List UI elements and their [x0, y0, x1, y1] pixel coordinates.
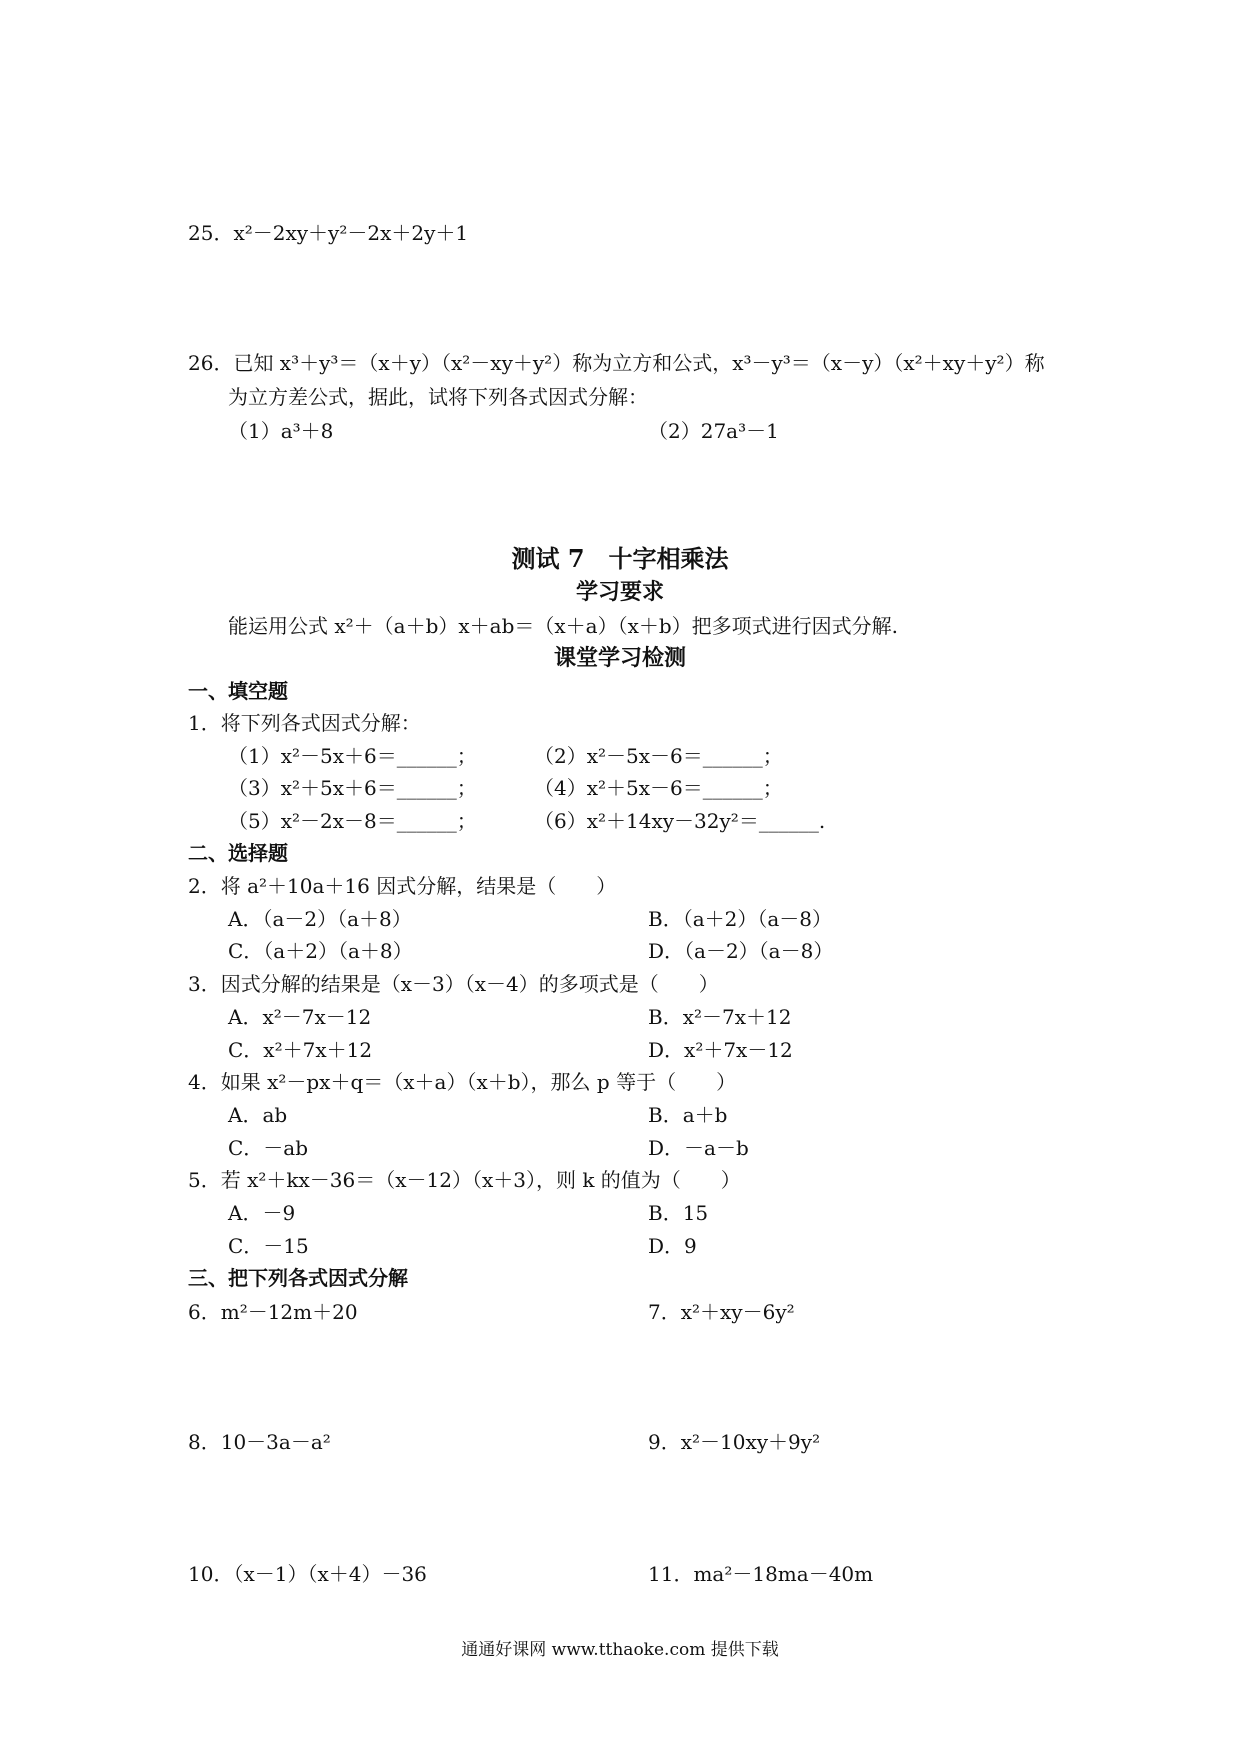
problem-26-line1: 26．已知 x³＋y³＝（x＋y）（x²－xy＋y²）称为立方和公式，x³－y³＝（x－y）（x²＋xy＋y²）称: [188, 351, 1045, 375]
problem-2-option-c: C．（a＋2）（a＋8）: [228, 939, 413, 963]
problem-1-item: （1）x²－5x＋6＝______；: [228, 744, 477, 768]
problem-3-option-d: D．x²＋7x－12: [648, 1038, 793, 1062]
problem-1-item: （3）x²＋5x＋6＝______；: [228, 776, 477, 800]
problem-1-item: （2）x²－5x－6＝______；: [534, 744, 783, 768]
section-choice-heading: 二、选择题: [188, 841, 288, 865]
page-footer: 通通好课网 www.tthaoke.com 提供下载: [461, 1640, 779, 1660]
problem-26-part2: （2）27a³－1: [648, 419, 779, 443]
problem-5-stem: 5．若 x²＋kx－36＝（x－12）（x＋3），则 k 的值为（ ）: [188, 1168, 741, 1192]
problem-1-item: （4）x²＋5x－6＝______；: [534, 776, 783, 800]
class-check-heading: 课堂学习检测: [553, 645, 686, 671]
problem-3-option-c: C．x²＋7x＋12: [228, 1038, 373, 1062]
problem-1-stem: 1．将下列各式因式分解：: [188, 711, 421, 735]
test-title: 测试 7 十字相乘法: [511, 544, 729, 573]
problem-1-item: （5）x²－2x－8＝______；: [228, 809, 477, 833]
problem-2-option-b: B．（a＋2）（a－8）: [648, 907, 832, 931]
problem-4-option-b: B．a＋b: [648, 1103, 728, 1127]
problem-4-option-a: A．ab: [228, 1103, 288, 1127]
problem-7: 7．x²＋xy－6y²: [648, 1300, 795, 1324]
problem-2-stem: 2．将 a²＋10a＋16 因式分解，结果是（ ）: [188, 874, 617, 898]
problem-25: 25．x²－2xy＋y²－2x＋2y＋1: [188, 221, 469, 245]
section-fill-blank-heading: 一、填空题: [188, 679, 288, 703]
problem-11: 11．ma²－18ma－40m: [648, 1562, 874, 1586]
problem-5-option-c: C．－15: [228, 1234, 309, 1258]
problem-5-option-b: B．15: [648, 1201, 709, 1225]
study-requirements-text: 能运用公式 x²＋（a＋b）x＋ab＝（x＋a）（x＋b）把多项式进行因式分解.: [228, 614, 899, 638]
study-requirements-heading: 学习要求: [575, 579, 664, 605]
problem-4-option-d: D．－a－b: [648, 1136, 749, 1160]
problem-2-option-a: A．（a－2）（a＋8）: [228, 907, 412, 931]
problem-26-part1: （1）a³＋8: [228, 419, 334, 443]
problem-1-item: （6）x²＋14xy－32y²＝______.: [534, 809, 826, 833]
problem-5-option-d: D．9: [648, 1234, 697, 1258]
problem-6: 6．m²－12m＋20: [188, 1300, 358, 1324]
problem-10: 10．（x－1）（x＋4）－36: [188, 1562, 427, 1586]
problem-2-option-d: D．（a－2）（a－8）: [648, 939, 834, 963]
problem-4-stem: 4．如果 x²－px＋q＝（x＋a）（x＋b），那么 p 等于（ ）: [188, 1070, 737, 1094]
problem-3-option-b: B．x²－7x＋12: [648, 1005, 792, 1029]
problem-4-option-c: C．－ab: [228, 1136, 309, 1160]
problem-5-option-a: A．－9: [228, 1201, 296, 1225]
problem-3-stem: 3．因式分解的结果是（x－3）（x－4）的多项式是（ ）: [188, 972, 719, 996]
problem-8: 8．10－3a－a²: [188, 1430, 331, 1454]
problem-26-line2: 为立方差公式，据此，试将下列各式因式分解：: [228, 385, 648, 409]
problem-3-option-a: A．x²－7x－12: [228, 1005, 372, 1029]
section-factor-heading: 三、把下列各式因式分解: [188, 1266, 408, 1290]
problem-9: 9．x²－10xy＋9y²: [648, 1430, 821, 1454]
